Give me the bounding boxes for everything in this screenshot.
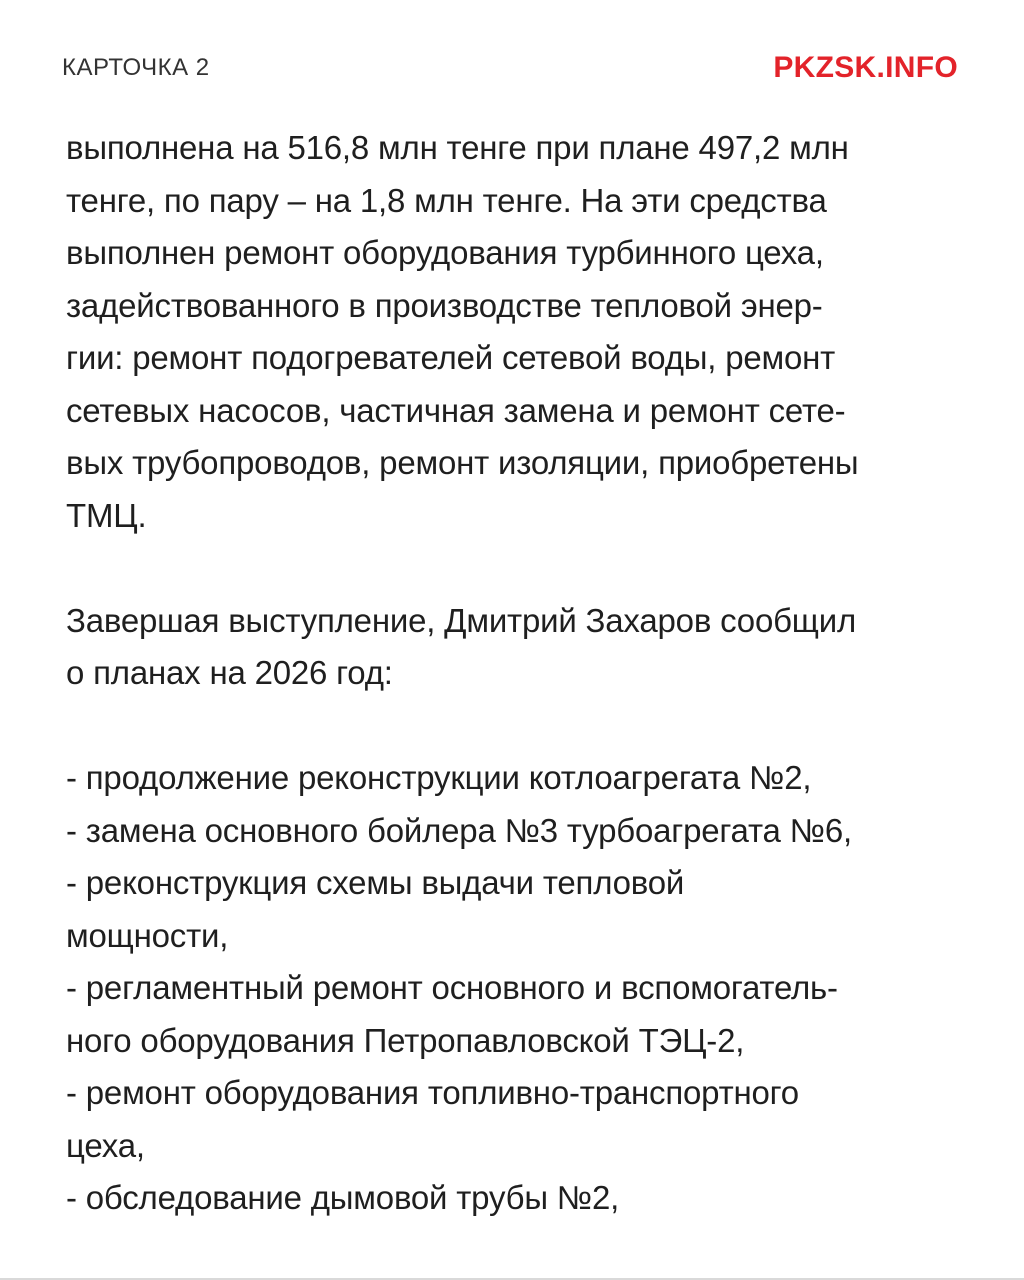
list-item-continuation: цеха, [66, 1126, 145, 1164]
paragraph-gap [66, 542, 966, 595]
text-line: вых трубопроводов, ремонт изоляции, приобретены [66, 444, 859, 481]
text-line: выполнена на 516,8 млн тенге при плане 497,2 млн [66, 129, 849, 166]
text-line: гии: ремонт подогревателей сетевой воды, ремонт [66, 339, 836, 376]
plans-list [66, 752, 966, 1225]
card-header [62, 48, 958, 88]
text-line: о планах на 2026 год: [66, 654, 393, 691]
paragraph-funding [66, 122, 966, 542]
text-line: сетевых насосов, частичная замена и ремонт сете- [66, 391, 846, 429]
text-line: задействованного в производстве тепловой энер- [66, 286, 823, 324]
list-item: - продолжение реконструкции котлоагрегата №2, [66, 759, 812, 796]
text-line: выполнен ремонт оборудования турбинного цеха, [66, 234, 824, 271]
paragraph-conclusion [66, 595, 966, 700]
list-item: - обследование дымовой трубы №2, [66, 1179, 620, 1216]
list-item: - реконструкция схемы выдачи тепловой [66, 864, 685, 901]
text-line: Завершая выступление, Дмитрий Захаров сообщил [66, 601, 857, 639]
brand-logo-text: PKZSK.INFO [773, 51, 958, 84]
list-item: - регламентный ремонт основного и вспомогатель- [66, 969, 838, 1006]
list-item-continuation: ного оборудования Петропавловской ТЭЦ-2, [66, 1021, 745, 1059]
text-line: ТМЦ. [66, 496, 147, 534]
text-line: тенге, по пару – на 1,8 млн тенге. На эти средства [66, 181, 827, 219]
list-item: - ремонт оборудования топливно-транспортного [66, 1074, 799, 1111]
list-item-continuation: мощности, [66, 916, 229, 954]
list-item: - замена основного бойлера №3 турбоагрегата №6, [66, 811, 852, 849]
card-number-label: КАРТОЧКА 2 [62, 54, 210, 81]
article-body [66, 122, 966, 1225]
paragraph-gap [66, 700, 966, 753]
